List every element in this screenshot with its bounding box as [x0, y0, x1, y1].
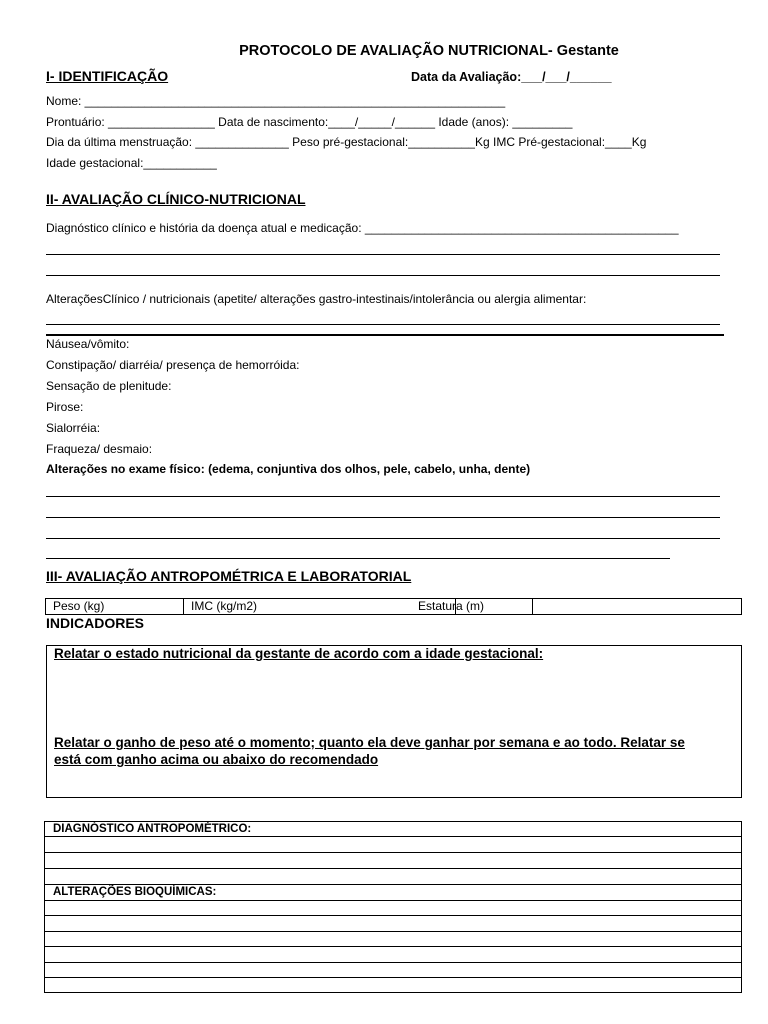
- table-row[interactable]: [45, 932, 741, 947]
- table-row[interactable]: [45, 978, 741, 993]
- relatar-ganho-peso-line2: está com ganho acima ou abaixo do recomendado: [54, 752, 379, 767]
- symptom-plenitude: Sensação de plenitude:: [46, 379, 172, 393]
- symptom-fraqueza: Fraqueza/ desmaio:: [46, 442, 153, 456]
- table-row[interactable]: [45, 947, 741, 963]
- table-row[interactable]: [45, 963, 741, 978]
- estatura-cell[interactable]: Estatura (m): [411, 599, 533, 614]
- exame-fisico-label: Alterações no exame físico: (edema, conjuntiva dos olhos, pele, cabelo, unha, dente): [46, 462, 531, 476]
- section-antropometrica-heading: III- AVALIAÇÃO ANTROPOMÉTRICA E LABORATORIAL: [46, 568, 412, 584]
- alteracoes-clinicas-label: AlteraçõesClínico / nutricionais (apetite/ alterações gastro-intestinais/intolerância ou alergia alimentar:: [46, 292, 587, 306]
- imc-cell[interactable]: IMC (kg/m2): [184, 599, 456, 614]
- table-row[interactable]: [45, 901, 741, 916]
- answer-line[interactable]: [46, 517, 720, 518]
- answer-line[interactable]: [46, 496, 720, 497]
- answer-line[interactable]: [46, 558, 670, 559]
- table-row[interactable]: [45, 916, 741, 932]
- table-row[interactable]: [45, 869, 741, 885]
- idade-gestacional-field[interactable]: Idade gestacional:___________: [46, 156, 217, 170]
- section-identificacao-heading: I- IDENTIFICAÇÃO: [46, 68, 169, 84]
- indicadores-heading: INDICADORES: [46, 615, 145, 631]
- diagnostico-antropometrico-header: DIAGNÓSTICO ANTROPOMÉTRICO:: [45, 822, 741, 837]
- answer-line[interactable]: [46, 538, 720, 539]
- diagnostico-table: [44, 821, 742, 993]
- answer-line[interactable]: [46, 275, 720, 276]
- answer-line[interactable]: [46, 254, 720, 255]
- prontuario-nascimento-idade-fields[interactable]: Prontuário: ________________ Data de nascimento:____/_____/______ Idade (anos): _________: [46, 115, 573, 129]
- nome-field[interactable]: Nome: _______________________________________________________________: [46, 94, 506, 108]
- empty-cell[interactable]: [533, 599, 743, 614]
- table-row[interactable]: [45, 853, 741, 869]
- answer-line[interactable]: [46, 324, 720, 325]
- data-avaliacao-field[interactable]: Data da Avaliação:___/___/______: [411, 70, 612, 84]
- alteracoes-bioquimicas-header: ALTERAÇÕES BIOQUÍMICAS:: [45, 885, 741, 901]
- relatar-ganho-peso-line1: Relatar o ganho de peso até o momento; quanto ela deve ganhar por semana e ao todo. Relatar se: [54, 735, 685, 750]
- peso-cell[interactable]: Peso (kg): [46, 599, 184, 614]
- indicadores-box[interactable]: [46, 645, 742, 798]
- symptom-constipacao: Constipação/ diarréia/ presença de hemorróida:: [46, 358, 300, 372]
- page-title: PROTOCOLO DE AVALIAÇÃO NUTRICIONAL- Gestante: [239, 43, 619, 59]
- symptom-pirose: Pirose:: [46, 400, 84, 414]
- table-row[interactable]: [45, 837, 741, 853]
- antropometria-table: [45, 598, 742, 615]
- dum-peso-imc-fields[interactable]: Dia da última menstruação: ______________ Peso pré-gestacional:__________Kg IMC Pré-gestacional:____Kg: [46, 135, 647, 149]
- diagnostico-clinico-field[interactable]: Diagnóstico clínico e história da doença atual e medicação: _______________________________________________: [46, 221, 679, 235]
- section-divider: [46, 334, 724, 336]
- relatar-estado-nutricional: Relatar o estado nutricional da gestante de acordo com a idade gestacional:: [54, 646, 544, 661]
- symptom-sialorreia: Sialorréia:: [46, 421, 101, 435]
- section-avaliacao-clinica-heading: II- AVALIAÇÃO CLÍNICO-NUTRICIONAL: [46, 191, 306, 207]
- symptom-nausea: Náusea/vômito:: [46, 337, 130, 351]
